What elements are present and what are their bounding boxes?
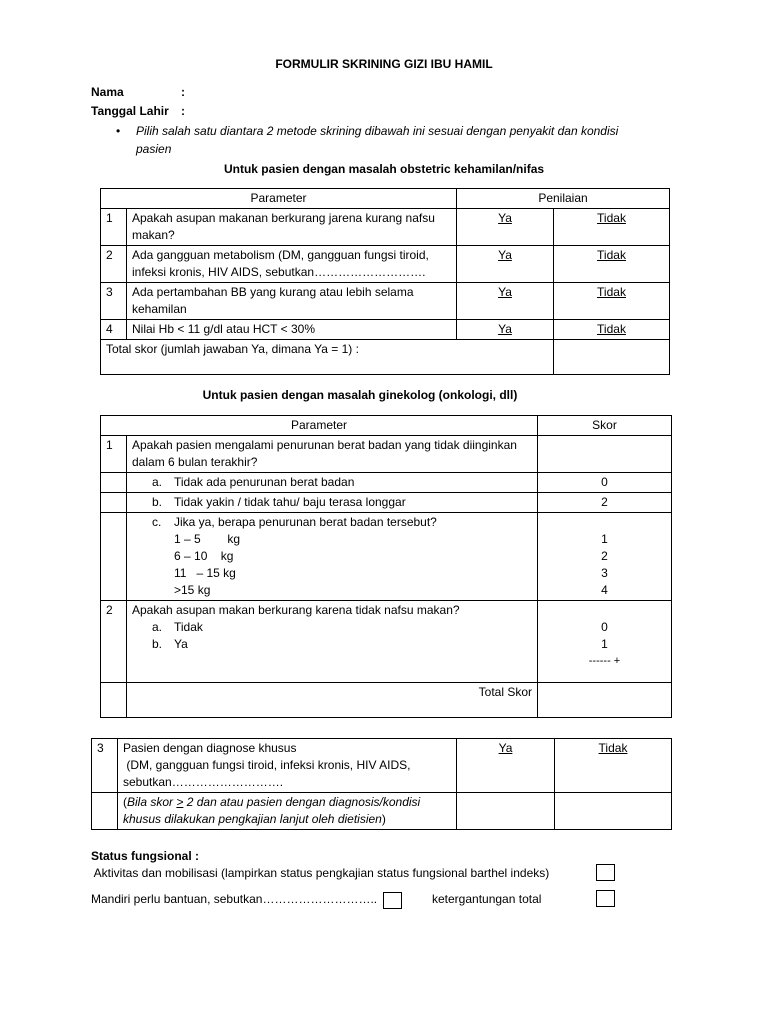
- option-a: a. Tidak ada penurunan berat badan: [127, 473, 538, 493]
- range-label: 6 – 10 kg: [174, 549, 234, 563]
- table-row: [101, 601, 672, 683]
- row-number: 3: [101, 283, 127, 320]
- range-score[interactable]: 2: [601, 549, 608, 563]
- table-row: [101, 209, 670, 246]
- page-title: FORMULIR SKRINING GIZI IBU HAMIL: [275, 57, 493, 71]
- option-b-score[interactable]: 2: [538, 493, 672, 513]
- instruction-text: Pilih salah satu diantara 2 metode skrining dibawah ini sesuai dengan penyakit dan kondisi pasien: [136, 124, 619, 156]
- special-diagnosis-table: [91, 738, 672, 830]
- option-b: Ya: [174, 637, 188, 651]
- bullet-icon: •: [116, 124, 121, 138]
- row-question: Nilai Hb < 11 g/dl atau HCT < 30%: [127, 320, 457, 340]
- row-number: 2: [101, 246, 127, 283]
- option-a: Tidak: [174, 620, 203, 634]
- aktivitas-label: Aktivitas dan mobilisasi (lampirkan status pengkajian status fungsional barthel indeks): [91, 866, 550, 880]
- tanggal-lahir-colon: :: [181, 104, 185, 118]
- gynecology-table: [100, 415, 672, 718]
- obstetric-table: [100, 188, 670, 375]
- answer-tidak[interactable]: Tidak: [555, 739, 672, 793]
- ketergantungan-label: ketergantungan total: [432, 892, 542, 906]
- option-a-score[interactable]: 0: [538, 473, 672, 493]
- aktivitas-checkbox[interactable]: [596, 864, 615, 881]
- row-number: 1: [101, 436, 127, 473]
- range-score[interactable]: 1: [601, 532, 608, 546]
- table-row: [101, 246, 670, 283]
- table-row: [101, 320, 670, 340]
- note-text: (Bila skor > 2 dan atau pasien dengan diagnosis/kondisi khusus dilakukan pengkajian lanjut oleh dietisien): [118, 793, 457, 830]
- range-scores: [538, 513, 672, 601]
- row-number: 4: [101, 320, 127, 340]
- answer-ya[interactable]: Ya: [457, 739, 555, 793]
- row-number: 2: [101, 601, 127, 683]
- option-b: b. Tidak yakin / tidak tahu/ baju terasa longgar: [127, 493, 538, 513]
- answer-tidak[interactable]: Tidak: [554, 320, 670, 340]
- section1-title: Untuk pasien dengan masalah obstetric kehamilan/nifas: [223, 162, 545, 176]
- answer-tidak[interactable]: Tidak: [554, 209, 670, 246]
- table-row: [101, 473, 672, 493]
- total-score-field[interactable]: [554, 340, 670, 375]
- range-score[interactable]: 4: [601, 583, 608, 597]
- mandiri-label: Mandiri perlu bantuan, sebutkan………………………..: [91, 892, 378, 906]
- header-penilaian: Penilaian: [457, 189, 670, 209]
- header-parameter: Parameter: [101, 189, 457, 209]
- table-row: [101, 493, 672, 513]
- section2-title: Untuk pasien dengan masalah ginekolog (onkologi, dll): [202, 388, 518, 402]
- option-b-score[interactable]: 1: [601, 637, 608, 651]
- row-question: Pasien dengan diagnose khusus (DM, gangguan fungsi tiroid, infeksi kronis, HIV AIDS, sebutkan……………………….: [118, 739, 457, 793]
- row-question: Apakah asupan makan berkurang karena tidak nafsu makan? a. Tidak b. Ya: [127, 601, 538, 683]
- row-question: Ada gangguan metabolism (DM, gangguan fungsi tiroid, infeksi kronis, HIV AIDS, sebutkan……………………….: [127, 246, 457, 283]
- answer-tidak[interactable]: Tidak: [554, 283, 670, 320]
- answer-ya[interactable]: Ya: [457, 246, 554, 283]
- range-label: >15 kg: [174, 583, 211, 597]
- total-skor-label: Total Skor: [127, 683, 538, 718]
- header-skor: Skor: [538, 416, 672, 436]
- table-row: [101, 283, 670, 320]
- answer-ya[interactable]: Ya: [457, 283, 554, 320]
- tanggal-lahir-label: Tanggal Lahir: [91, 104, 169, 118]
- mandiri-checkbox[interactable]: [383, 892, 402, 909]
- range-score[interactable]: 3: [601, 566, 608, 580]
- sum-mark: ------ +: [588, 655, 621, 667]
- total-skor-field[interactable]: [538, 683, 672, 718]
- table-row: [92, 793, 672, 830]
- status-fungsional-title: Status fungsional :: [91, 849, 199, 863]
- ketergantungan-checkbox[interactable]: [596, 890, 615, 907]
- row-number: 1: [101, 209, 127, 246]
- row-number: 3: [92, 739, 118, 793]
- range-label: 1 – 5 kg: [174, 532, 241, 546]
- table-row: [101, 436, 672, 473]
- table-row: [92, 739, 672, 793]
- option-a-score[interactable]: 0: [601, 620, 608, 634]
- option-c: c. Jika ya, berapa penurunan berat badan tersebut? 1 – 5 kg 6 – 10 kg 11 – 15 kg >15 kg: [127, 513, 538, 601]
- row-question: Apakah asupan makanan berkurang jarena kurang nafsu makan?: [127, 209, 457, 246]
- answer-ya[interactable]: Ya: [457, 209, 554, 246]
- total-score-label: Total skor (jumlah jawaban Ya, dimana Ya = 1) :: [101, 340, 554, 375]
- range-label: 11 – 15 kg: [174, 566, 236, 580]
- answer-tidak[interactable]: Tidak: [554, 246, 670, 283]
- nama-label: Nama: [91, 85, 124, 99]
- answer-ya[interactable]: Ya: [457, 320, 554, 340]
- nama-colon: :: [181, 85, 185, 99]
- header-parameter: Parameter: [101, 416, 538, 436]
- row-question: Apakah pasien mengalami penurunan berat badan yang tidak diinginkan dalam 6 bulan terakhir?: [127, 436, 538, 473]
- table-row: [101, 513, 672, 601]
- row-question: Ada pertambahan BB yang kurang atau lebih selama kehamilan: [127, 283, 457, 320]
